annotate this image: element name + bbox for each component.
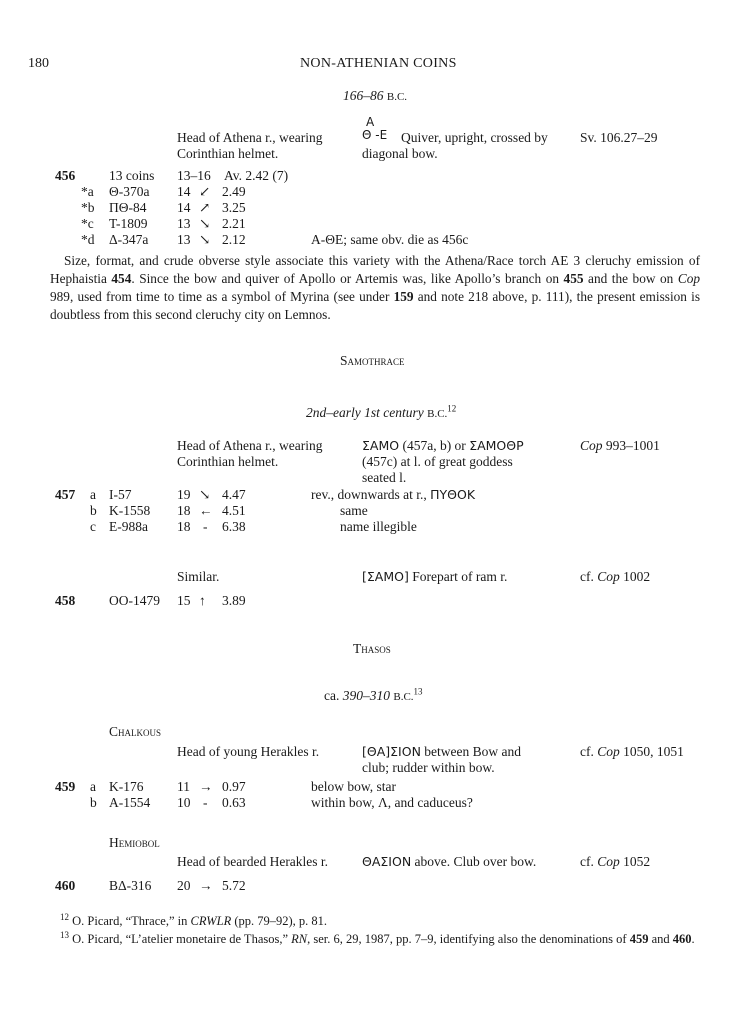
- reverse-line1: [362, 744, 521, 760]
- para-ref: 454: [111, 271, 132, 286]
- footnote-text: .: [691, 932, 695, 946]
- obverse-similar: Similar.: [177, 569, 220, 584]
- coin-weight: 0.97: [222, 779, 246, 794]
- para-ref: Cop: [677, 271, 700, 286]
- coin-size: 20: [177, 878, 191, 893]
- footnote-text: O. Picard, “Thrace,” in: [72, 914, 191, 928]
- reference: [580, 854, 650, 870]
- reference: [580, 569, 650, 585]
- legend-text: ΘΑΣΙΟΝ: [362, 854, 412, 869]
- reverse-text: between Bow and: [420, 744, 522, 759]
- die-axis-arrow: ↑: [199, 593, 206, 608]
- legend-text: ΠΥΘΟΚ: [430, 487, 476, 502]
- die-axis-arrow: ↘: [199, 216, 211, 231]
- coin-weight: 4.47: [222, 487, 246, 502]
- reverse-text: above. Club over bow.: [411, 854, 537, 869]
- entry-range: 13–16: [177, 168, 211, 183]
- die-axis-arrow: ↗: [199, 200, 211, 215]
- obverse-desc: Head of bearded Herakles r.: [177, 854, 329, 869]
- reverse-line1: [362, 438, 524, 454]
- para-text: . Since the bow and quiver of Apollo or Artemis was, like Apollo’s branch on: [131, 271, 564, 286]
- coin-size: 14: [177, 184, 191, 199]
- period-heading: [343, 88, 407, 105]
- die-axis-arrow: →: [199, 779, 213, 794]
- entry-average: Av. 2.42 (7): [224, 168, 289, 183]
- footnote-abbrev: RN: [291, 932, 308, 946]
- obverse-line1: Head of Athena r., wearing: [177, 130, 323, 145]
- coin-label: *b: [81, 200, 95, 215]
- period-heading: [324, 688, 423, 705]
- coin-catalog: ΠΘ-84: [109, 200, 147, 215]
- obverse-desc: Head of young Herakles r.: [177, 744, 320, 759]
- reverse-desc: [362, 854, 536, 870]
- coin-label: *d: [81, 232, 95, 247]
- footnote-ref: 459: [629, 932, 649, 946]
- ref-numbers: 1052: [619, 854, 651, 869]
- reference: Sv. 106.27–29: [580, 130, 658, 145]
- entry-number: 458: [55, 593, 76, 608]
- entry-coins: 13 coins: [109, 168, 155, 183]
- coin-catalog: K-176: [109, 779, 144, 794]
- coin-weight: 5.72: [222, 878, 246, 893]
- die-axis-arrow: ↘: [199, 487, 211, 502]
- ref-prefix: cf.: [580, 744, 598, 759]
- entry-number: 460: [55, 878, 76, 893]
- monogram-top: A: [366, 115, 375, 129]
- footnote-number: 13: [60, 929, 69, 940]
- para-ref: 159: [393, 289, 414, 304]
- reference: [580, 438, 660, 454]
- ref-numbers: 1002: [619, 569, 651, 584]
- period-suffix: B.C.: [386, 91, 408, 103]
- coin-label: b: [90, 503, 97, 518]
- obverse-desc: [177, 130, 322, 162]
- coin-note: same: [340, 503, 368, 518]
- period-text: 166–86: [343, 88, 384, 103]
- coin-size: 18: [177, 519, 191, 534]
- legend-text: [ΘΑ]ΣΙΟΝ: [362, 744, 421, 759]
- denomination-heading: Hemiobol: [109, 835, 160, 850]
- reverse-line3: seated l.: [362, 470, 407, 485]
- coin-catalog: I-57: [109, 487, 132, 502]
- section-heading-samothrace: Samothrace: [340, 353, 405, 368]
- die-axis-arrow: ↘: [199, 232, 211, 247]
- commentary-paragraph: [50, 252, 700, 324]
- coin-weight: 0.63: [222, 795, 246, 810]
- obverse-line2: Corinthian helmet.: [177, 454, 279, 469]
- monogram-bottom: Θ -E: [362, 128, 388, 142]
- period-suffix: B.C.: [427, 408, 448, 420]
- obverse-line2: Corinthian helmet.: [177, 146, 279, 161]
- coin-catalog: A-1554: [109, 795, 151, 810]
- period-text: 2nd–early 1st century: [306, 405, 424, 420]
- para-text: and note 218 above, p. 111), the present emission is doubtless from this second cleruchy city on Lemnos.: [50, 289, 700, 322]
- coin-size: 15: [177, 593, 191, 608]
- reverse-desc: [362, 744, 521, 776]
- coin-label: b: [90, 795, 97, 810]
- coin-label: a: [90, 779, 96, 794]
- coin-size: 19: [177, 487, 191, 502]
- footnote-text: O. Picard, “L’atelier monetaire de Thasos,”: [72, 932, 292, 946]
- running-title: NON-ATHENIAN COINS: [300, 56, 457, 71]
- coin-catalog: BΔ-316: [109, 878, 152, 893]
- reverse-desc: [362, 569, 507, 585]
- coin-weight: 2.21: [222, 216, 246, 231]
- die-axis-arrow: ↙: [199, 184, 211, 199]
- reverse-line2: diagonal bow.: [362, 146, 438, 161]
- coin-weight: 3.25: [222, 200, 246, 215]
- entry-number: 457: [55, 487, 76, 502]
- coin-label: *c: [81, 216, 94, 231]
- coin-note: within bow, Λ, and caduceus?: [311, 795, 473, 810]
- reverse-line2: (457c) at l. of great goddess: [362, 454, 513, 469]
- die-axis-arrow: -: [203, 795, 208, 810]
- coin-weight: 2.49: [222, 184, 246, 199]
- reverse-desc: [362, 438, 524, 486]
- coin-catalog: Δ-347a: [109, 232, 149, 247]
- footnote-number: 12: [60, 911, 69, 922]
- ref-abbrev: Cop: [597, 744, 620, 759]
- coin-weight: 6.38: [222, 519, 246, 534]
- entry-number: 459: [55, 779, 76, 794]
- ref-abbrev: Cop: [597, 569, 620, 584]
- coin-size: 11: [177, 779, 190, 794]
- footnote-12: [60, 913, 327, 929]
- obverse-line1: Head of Athena r., wearing: [177, 438, 323, 453]
- footnote-13: [50, 931, 700, 948]
- period-suffix: B.C.: [393, 691, 414, 703]
- footnote-ref: 13: [413, 686, 423, 697]
- footnote-ref: 460: [672, 932, 692, 946]
- para-text: and the bow on: [583, 271, 678, 286]
- para-text: 989, used from time to time as a symbol of Myrina (see under: [50, 289, 394, 304]
- ref-numbers: 993–1001: [602, 438, 660, 453]
- page-number: 180: [28, 56, 49, 71]
- coin-catalog: K-1558: [109, 503, 151, 518]
- para-text: Size, format, and crude obverse style associate this variety with the Athena/Race torch AE 3 cleruchy emission of Hephaistia: [50, 253, 700, 286]
- footnote-text: and: [648, 932, 673, 946]
- obverse-desc: [177, 438, 322, 470]
- entry-number: 456: [55, 168, 76, 183]
- coin-catalog: T-1809: [109, 216, 148, 231]
- coin-size: 18: [177, 503, 191, 518]
- die-axis-arrow: -: [203, 519, 208, 534]
- footnote-text: (pp. 79–92), p. 81.: [231, 914, 328, 928]
- period-prefix: ca.: [324, 688, 343, 703]
- coin-size: 14: [177, 200, 191, 215]
- coin-weight: 4.51: [222, 503, 246, 518]
- coin-note: name illegible: [340, 519, 417, 534]
- reverse-line2: club; rudder within bow.: [362, 760, 495, 775]
- coin-note: A-ΘE; same obv. die as 456c: [311, 232, 469, 247]
- coin-size: 13: [177, 216, 191, 231]
- period-text: 390–310: [342, 688, 390, 703]
- footnote-ref: 12: [447, 403, 457, 414]
- coin-weight: 2.12: [222, 232, 246, 247]
- coin-label: c: [90, 519, 96, 534]
- coin-note: [311, 487, 475, 503]
- reverse-text: Forepart of ram r.: [408, 569, 508, 584]
- reverse-line1: Quiver, upright, crossed by: [401, 130, 548, 145]
- ref-prefix: cf.: [580, 854, 598, 869]
- reverse-text: (457a, b) or: [399, 438, 470, 453]
- coin-catalog: OO-1479: [109, 593, 160, 608]
- ref-prefix: cf.: [580, 569, 598, 584]
- coin-note: below bow, star: [311, 779, 396, 794]
- die-axis-arrow: →: [199, 878, 213, 893]
- footnote-abbrev: CRWLR: [190, 914, 232, 928]
- period-heading: [306, 405, 456, 422]
- legend-text: [ΣΑΜΟ]: [362, 569, 409, 584]
- legend-text: ΣΑΜΟΘΡ: [469, 438, 524, 453]
- coin-catalog: E-988a: [109, 519, 148, 534]
- para-ref: 455: [563, 271, 584, 286]
- reference: [580, 744, 684, 760]
- coin-size: 10: [177, 795, 191, 810]
- denomination-heading: Chalkous: [109, 724, 162, 739]
- coin-catalog: Θ-370a: [109, 184, 150, 199]
- legend-text: ΣΑΜΟ: [362, 438, 400, 453]
- note-text: rev., downwards at r.,: [311, 487, 431, 502]
- footnote-text: , ser. 6, 29, 1987, pp. 7–9, identifying also the denominations of: [307, 932, 630, 946]
- coin-size: 13: [177, 232, 191, 247]
- ref-abbrev: Cop: [597, 854, 620, 869]
- section-heading-thasos: Thasos: [353, 641, 391, 656]
- coin-label: a: [90, 487, 96, 502]
- coin-weight: 3.89: [222, 593, 246, 608]
- die-axis-arrow: ←: [199, 503, 213, 518]
- ref-abbrev: Cop: [580, 438, 603, 453]
- coin-label: *a: [81, 184, 94, 199]
- ref-numbers: 1050, 1051: [619, 744, 684, 759]
